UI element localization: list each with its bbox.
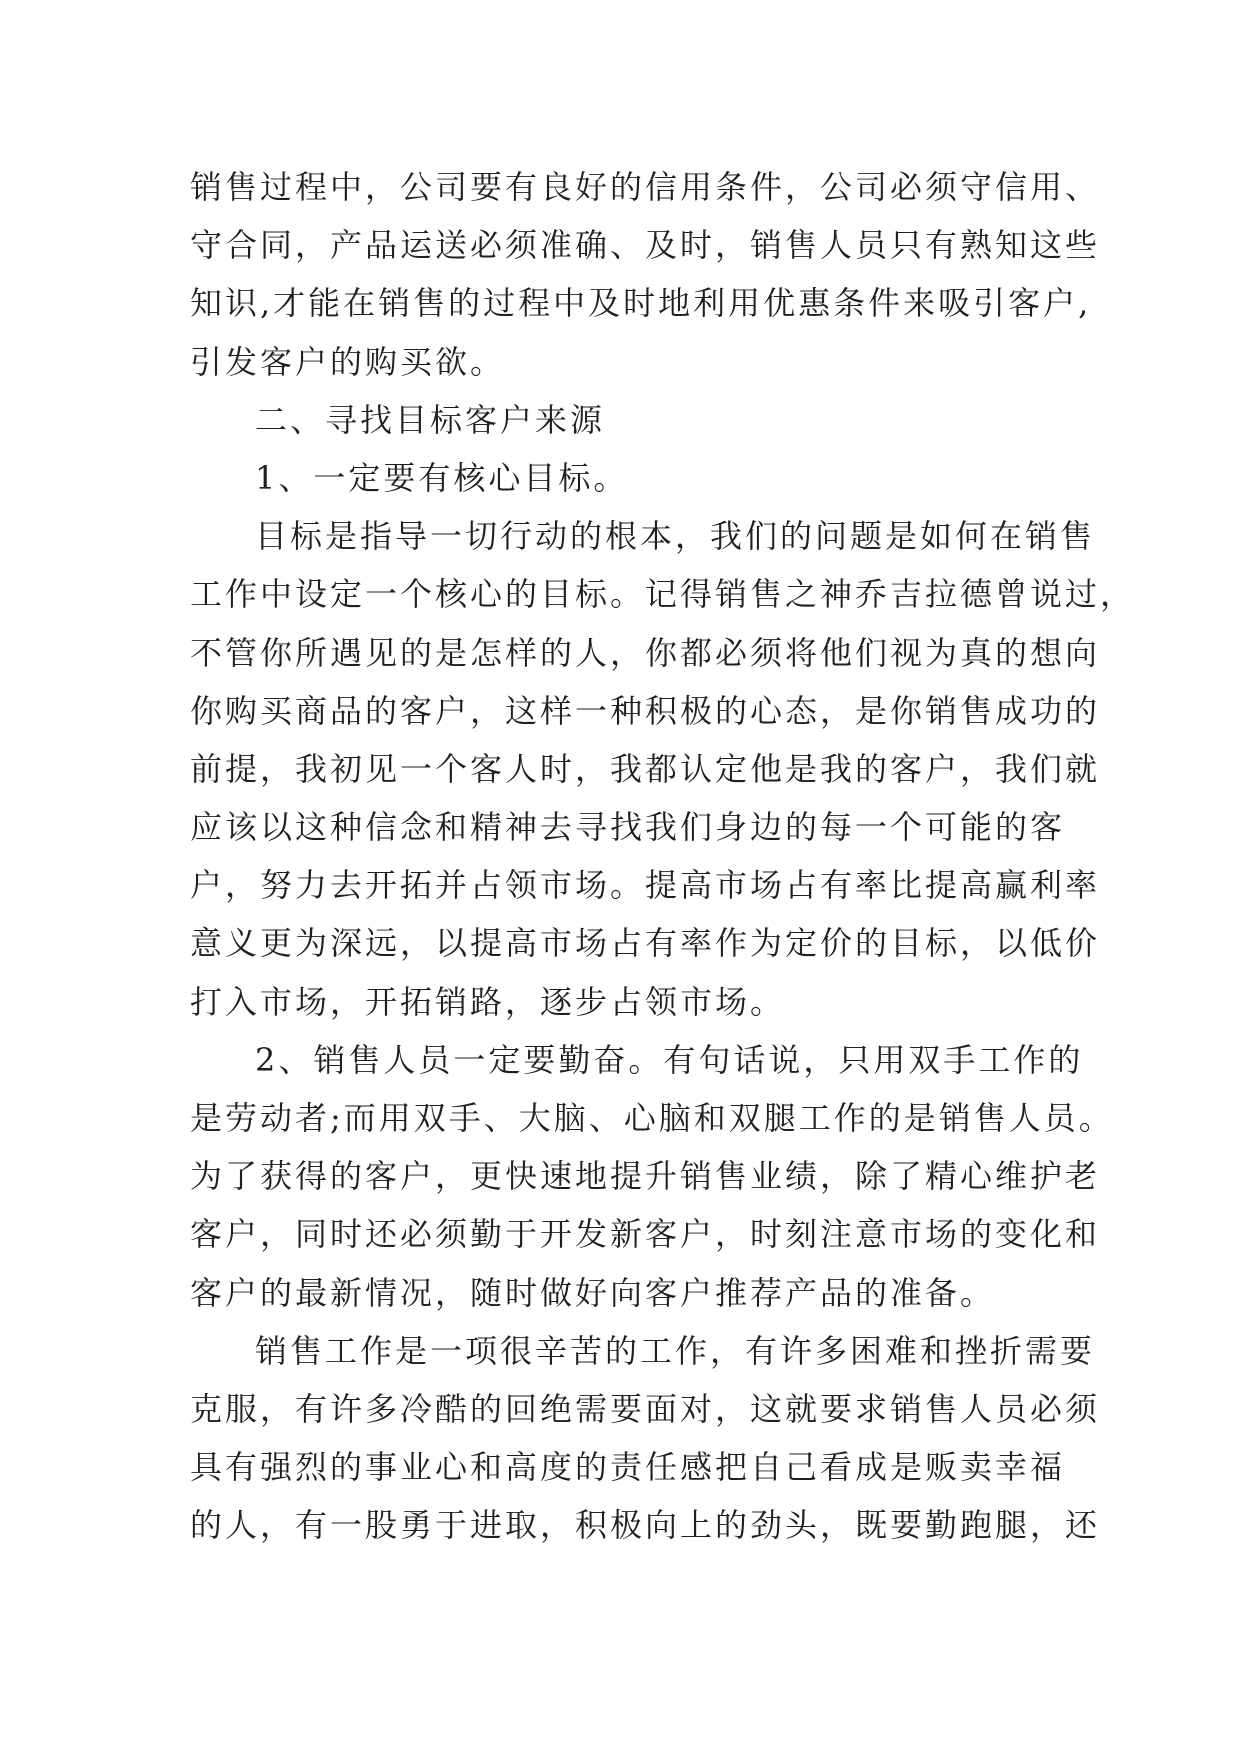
text-line: 是劳动者;而用双手、大脑、心脑和双腿工作的是销售人员。 bbox=[190, 1099, 1114, 1137]
text-line: 销售过程中，公司要有良好的信用条件，公司必须守信用、 bbox=[190, 168, 1101, 206]
text-line: 的人，有一股勇于进取，积极向上的劲头，既要勤跑腿，还 bbox=[190, 1506, 1101, 1545]
text-line: 户，努力去开拓并占领市场。提高市场占有率比提高赢利率 bbox=[190, 866, 1101, 905]
text-line: 客户，同时还必须勤于开发新客户，时刻注意市场的变化和 bbox=[190, 1215, 1101, 1254]
text-line: 不管你所遇见的是怎样的人，你都必须将他们视为真的想向 bbox=[190, 633, 1101, 672]
text-line: 克服，有许多冷酷的回绝需要面对，这就要求销售人员必须 bbox=[190, 1389, 1101, 1428]
text-line: 具有强烈的事业心和高度的责任感把自己看成是贩卖幸福 bbox=[190, 1448, 1066, 1487]
text-line: 前提，我初见一个客人时，我都认定他是我的客户，我们就 bbox=[190, 749, 1101, 788]
document-body bbox=[190, 158, 1136, 1555]
text-line: 意义更为深远，以提高市场占有率作为定价的目标，以低价 bbox=[190, 924, 1101, 963]
subsection-heading: 1、一定要有核心目标。 bbox=[255, 458, 629, 497]
text-line: 目标是指导一切行动的根本，我们的问题是如何在销售 bbox=[255, 517, 1096, 556]
text-line: 工作中设定一个核心的目标。记得销售之神乔吉拉德曾说过， bbox=[190, 575, 1136, 614]
section-heading: 二、寻找目标客户来源 bbox=[255, 400, 606, 439]
text-line: 2、销售人员一定要勤奋。有句话说，只用双手工作的 bbox=[255, 1040, 1084, 1079]
text-line: 你购买商品的客户，这样一种积极的心态，是你销售成功的 bbox=[190, 691, 1101, 730]
text-line: 销售工作是一项很辛苦的工作，有许多困难和挫折需要 bbox=[255, 1331, 1096, 1370]
text-line: 知识,才能在销售的过程中及时地利用优惠条件来吸引客户, bbox=[190, 284, 1092, 323]
text-line: 为了获得的客户，更快速地提升销售业绩，除了精心维护老 bbox=[190, 1157, 1101, 1196]
text-line: 打入市场，开拓销路，逐步占领市场。 bbox=[190, 982, 786, 1021]
text-line: 引发客户的购买欲。 bbox=[190, 342, 506, 381]
text-line: 客户的最新情况，随时做好向客户推荐产品的准备。 bbox=[190, 1273, 996, 1312]
text-line: 守合同，产品运送必须准确、及时，销售人员只有熟知这些 bbox=[190, 226, 1101, 265]
text-line: 应该以这种信念和精神去寻找我们身边的每一个可能的客 bbox=[190, 808, 1066, 847]
